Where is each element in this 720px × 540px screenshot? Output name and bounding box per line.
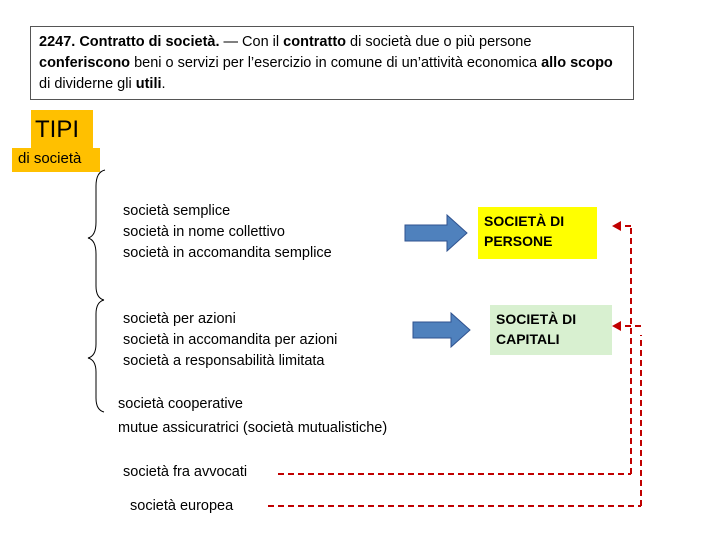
article-heading: 2247. Contratto di società. xyxy=(39,34,220,50)
list-item: società per azioni xyxy=(123,311,236,327)
list-item: società a responsabilità limitata xyxy=(123,353,325,369)
def-text-1: — Con il xyxy=(219,34,284,50)
red-arrowhead-icon xyxy=(612,221,621,231)
item-avvocati: società fra avvocati xyxy=(123,464,248,480)
def-keyword-contratto: contratto xyxy=(283,34,347,50)
def-text-2: di società due o più persone xyxy=(346,34,532,50)
list-item: società in nome collettivo xyxy=(123,224,285,240)
list-item: società cooperative xyxy=(118,396,243,412)
def-text-3: beni o servizi per l’esercizio in comune di un’attività economica xyxy=(130,55,542,71)
def-text-5: . xyxy=(161,76,166,92)
result-societa-persone: SOCIETÀ DI PERSONE xyxy=(478,207,597,259)
left-brace-icon xyxy=(88,170,105,300)
list-item: società in accomandita per azioni xyxy=(123,332,338,348)
left-brace-icon xyxy=(88,300,104,412)
right-arrow-icon xyxy=(405,215,467,251)
list-item: società in accomandita semplice xyxy=(123,245,332,261)
right-arrow-icon xyxy=(413,313,470,347)
list-item: società semplice xyxy=(123,203,231,219)
red-arrowhead-icon xyxy=(612,321,621,331)
list-item: mutue assicuratrici (società mutualistiche) xyxy=(118,420,388,436)
tipi-subtitle: di società xyxy=(12,148,100,172)
def-keyword-utili: utili xyxy=(135,76,162,92)
result-societa-capitali: SOCIETÀ DI CAPITALI xyxy=(490,305,612,355)
tipi-title: TIPI xyxy=(31,110,93,148)
def-text-4: di dividerne gli xyxy=(39,76,136,92)
def-keyword-conferiscono: conferiscono xyxy=(39,55,131,71)
def-keyword-scopo: allo scopo xyxy=(541,55,613,71)
item-europea: società europea xyxy=(130,498,234,514)
